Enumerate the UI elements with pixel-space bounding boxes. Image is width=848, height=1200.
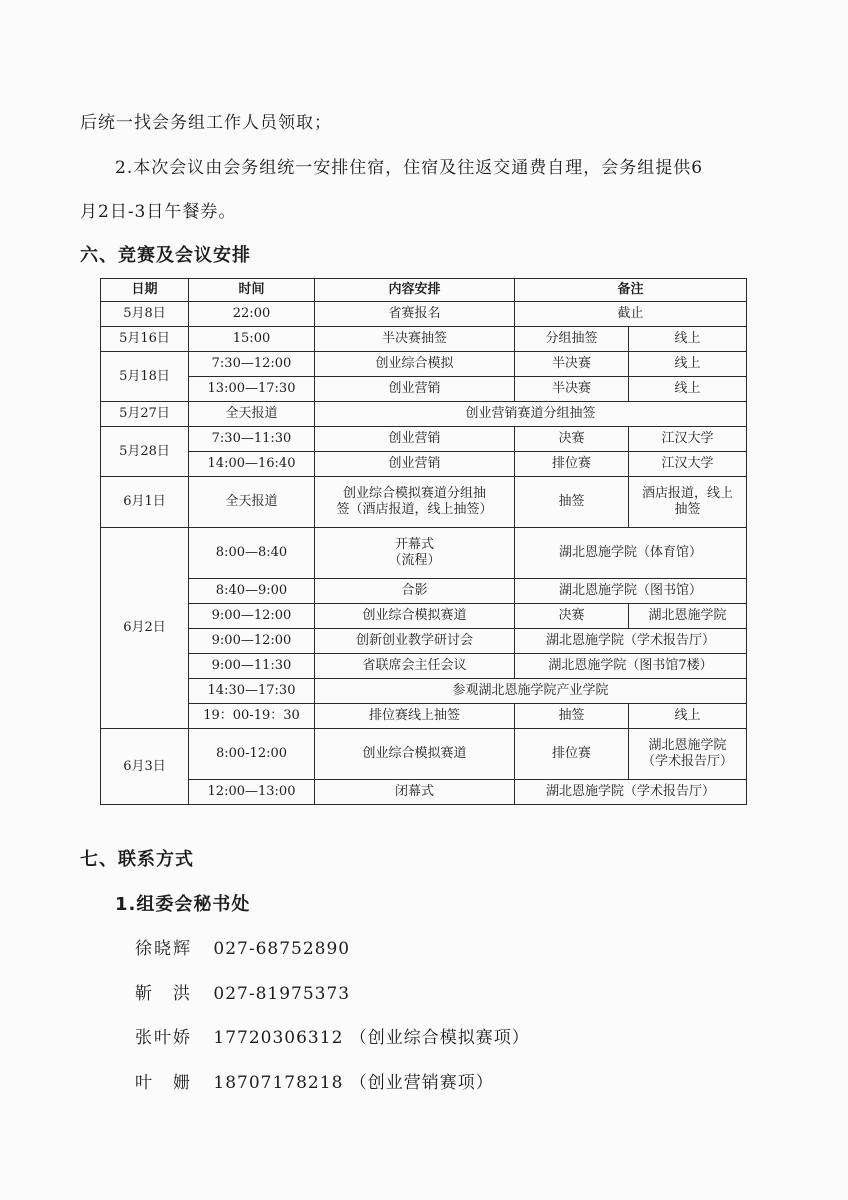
cell-remark: 湖北恩施学院（图书馆7楼） [515, 654, 747, 679]
contact-name: 叶 姗 [135, 1073, 192, 1093]
cell-remark-place: 湖北恩施学院 [629, 604, 747, 629]
cell-remark: 湖北恩施学院（学术报告厅） [515, 780, 747, 805]
cell-content: 半决赛抽签 [315, 327, 515, 352]
table-row [101, 579, 747, 604]
table-row [101, 302, 747, 327]
cell-content: 闭幕式 [315, 780, 515, 805]
table-row [101, 679, 747, 704]
contact-info: 17720306312 （创业综合模拟赛项） [213, 1028, 530, 1048]
cell-remark-place: 线上 [629, 704, 747, 729]
cell-remark-type: 抽签 [515, 704, 629, 729]
table-row [101, 452, 747, 477]
section-six-title: 六、竞赛及会议安排 [80, 245, 251, 266]
contact-info: 18707178218 （创业营销赛项） [213, 1073, 494, 1093]
cell-time: 14:00—16:40 [189, 452, 315, 477]
table-row [101, 780, 747, 805]
contact-info: 027-81975373 [213, 984, 351, 1004]
cell-remark: 湖北恩施学院（体育馆） [515, 528, 747, 579]
cell-remark-type: 排位赛 [515, 729, 629, 780]
cell-remark-place: 线上 [629, 327, 747, 352]
cell-content: 创业综合模拟 [315, 352, 515, 377]
cell-content: 创业营销赛道分组抽签 [315, 402, 747, 427]
cell-content-line: 创业综合模拟赛道分组抽 [342, 486, 486, 501]
contact-name: 张叶娇 [135, 1028, 192, 1048]
cell-remark-type: 抽签 [515, 477, 629, 528]
schedule-table [100, 278, 747, 805]
cell-content: 合影 [315, 579, 515, 604]
cell-date: 5月8日 [101, 302, 189, 327]
secretariat-subtitle: 1.组委会秘书处 [115, 894, 251, 915]
cell-remark: 湖北恩施学院（学术报告厅） [515, 629, 747, 654]
cell-date: 6月3日 [101, 729, 189, 805]
table-row [101, 604, 747, 629]
header-content: 内容安排 [315, 279, 515, 302]
cell-time: 22:00 [189, 302, 315, 327]
header-remark: 备注 [515, 279, 747, 302]
cell-time: 14:30—17:30 [189, 679, 315, 704]
cell-time: 8:40—9:00 [189, 579, 315, 604]
cell-content: 创新创业教学研讨会 [315, 629, 515, 654]
cell-remark-place: 江汉大学 [629, 452, 747, 477]
cell-content: 排位赛线上抽签 [315, 704, 515, 729]
cell-date: 5月18日 [101, 352, 189, 402]
cell-remark: 截止 [515, 302, 747, 327]
cell-date: 6月1日 [101, 477, 189, 528]
cell-remark-type: 决赛 [515, 604, 629, 629]
cell-remark-place: 江汉大学 [629, 427, 747, 452]
paragraph-accommodation-tail: 后统一找会务组工作人员领取； [80, 113, 332, 133]
cell-time: 15:00 [189, 327, 315, 352]
cell-time: 12:00—13:00 [189, 780, 315, 805]
cell-time: 8:00—8:40 [189, 528, 315, 579]
table-row [101, 704, 747, 729]
paragraph-accommodation-line1: 2.本次会议由会务组统一安排住宿，住宿及往返交通费自理，会务组提供6 [115, 158, 704, 178]
cell-time: 7:30—12:00 [189, 352, 315, 377]
cell-remark-place: 线上 [629, 377, 747, 402]
header-date: 日期 [101, 279, 189, 302]
cell-remark-place: 线上 [629, 352, 747, 377]
cell-date: 6月2日 [101, 528, 189, 729]
cell-remark-type: 决赛 [515, 427, 629, 452]
cell-time: 7:30—11:30 [189, 427, 315, 452]
cell-time: 全天报道 [189, 477, 315, 528]
cell-date: 5月28日 [101, 427, 189, 477]
cell-time: 9:00—12:00 [189, 629, 315, 654]
cell-remark-type: 半决赛 [515, 377, 629, 402]
cell-remark-line: 酒店报道，线上 [642, 486, 734, 501]
cell-date: 5月16日 [101, 327, 189, 352]
cell-time: 9:00—12:00 [189, 604, 315, 629]
contact-line [135, 1072, 494, 1094]
table-header-row [101, 279, 747, 302]
cell-remark-line: 抽签 [674, 502, 701, 517]
table-row [101, 654, 747, 679]
table-row [101, 402, 747, 427]
cell-time: 全天报道 [189, 402, 315, 427]
cell-content: 省赛报名 [315, 302, 515, 327]
cell-content: 创业营销 [315, 452, 515, 477]
cell-time: 13:00—17:30 [189, 377, 315, 402]
cell-remark-line: （学术报告厅） [642, 754, 734, 769]
cell-time: 19：00-19：30 [189, 704, 315, 729]
cell-time: 8:00-12:00 [189, 729, 315, 780]
contact-info: 027-68752890 [213, 939, 351, 959]
contact-line [135, 938, 350, 960]
table-row [101, 327, 747, 352]
cell-content: 参观湖北恩施学院产业学院 [315, 679, 747, 704]
cell-content: 省联席会主任会议 [315, 654, 515, 679]
table-row [101, 629, 747, 654]
cell-content-line: 签（酒店报道，线上抽签） [336, 502, 493, 517]
cell-remark: 湖北恩施学院（图书馆） [515, 579, 747, 604]
table-row [101, 427, 747, 452]
cell-content: 创业营销 [315, 427, 515, 452]
section-seven-title: 七、联系方式 [80, 849, 194, 870]
contact-line [135, 983, 350, 1005]
contact-name: 徐晓辉 [135, 939, 192, 959]
cell-content: 创业综合模拟赛道 [315, 604, 515, 629]
cell-content-line: 开幕式 [394, 537, 434, 552]
cell-remark-type: 排位赛 [515, 452, 629, 477]
table-row [101, 528, 747, 579]
table-row [101, 377, 747, 402]
header-time: 时间 [189, 279, 315, 302]
cell-content: 创业营销 [315, 377, 515, 402]
contact-name: 靳 洪 [135, 984, 192, 1004]
paragraph-accommodation-line2: 月2日-3日午餐券。 [80, 202, 237, 222]
cell-remark-place [629, 477, 747, 528]
cell-content [315, 528, 515, 579]
contact-line [135, 1027, 530, 1049]
cell-date: 5月27日 [101, 402, 189, 427]
cell-remark-place [629, 729, 747, 780]
cell-time: 9:00—11:30 [189, 654, 315, 679]
table-row [101, 477, 747, 528]
cell-content: 创业综合模拟赛道 [315, 729, 515, 780]
cell-content-line: （流程） [388, 553, 441, 568]
cell-remark-type: 半决赛 [515, 352, 629, 377]
table-row [101, 729, 747, 780]
table-row [101, 352, 747, 377]
cell-remark-line: 湖北恩施学院 [648, 738, 727, 753]
cell-content [315, 477, 515, 528]
cell-remark-type: 分组抽签 [515, 327, 629, 352]
